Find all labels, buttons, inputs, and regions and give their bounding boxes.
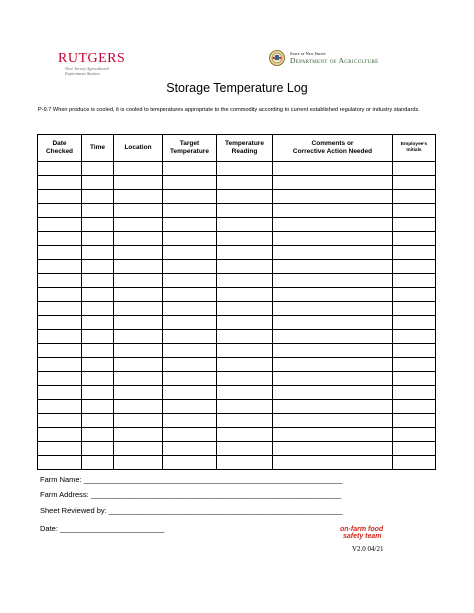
table-cell[interactable] [82, 386, 114, 400]
table-cell[interactable] [82, 260, 114, 274]
table-cell[interactable] [393, 204, 436, 218]
table-cell[interactable] [273, 372, 393, 386]
table-cell[interactable] [38, 274, 82, 288]
table-cell[interactable] [393, 288, 436, 302]
table-cell[interactable] [82, 302, 114, 316]
table-cell[interactable] [38, 344, 82, 358]
table-row [38, 288, 436, 302]
table-row [38, 190, 436, 204]
table-cell[interactable] [393, 246, 436, 260]
table-cell[interactable] [114, 274, 163, 288]
table-cell[interactable] [273, 218, 393, 232]
table-cell[interactable] [393, 372, 436, 386]
table-cell[interactable] [114, 190, 163, 204]
col-header-time: Time [82, 135, 114, 162]
table-cell[interactable] [393, 386, 436, 400]
table-cell[interactable] [217, 190, 273, 204]
table-cell[interactable] [393, 316, 436, 330]
table-cell[interactable] [273, 260, 393, 274]
table-cell[interactable] [163, 176, 217, 190]
table-cell[interactable] [273, 288, 393, 302]
table-cell[interactable] [273, 316, 393, 330]
table-cell[interactable] [38, 204, 82, 218]
table-cell[interactable] [114, 400, 163, 414]
brand-line-2: safety team [343, 533, 382, 540]
table-cell[interactable] [163, 260, 217, 274]
nj-agriculture-logo [269, 50, 379, 66]
date-field[interactable]: Date: _________________________ [40, 524, 165, 533]
table-cell[interactable] [273, 190, 393, 204]
table-cell[interactable] [217, 386, 273, 400]
table-cell[interactable] [163, 288, 217, 302]
table-cell[interactable] [38, 358, 82, 372]
table-cell[interactable] [38, 218, 82, 232]
table-row [38, 358, 436, 372]
table-cell[interactable] [217, 400, 273, 414]
table-cell[interactable] [273, 232, 393, 246]
table-cell[interactable] [393, 260, 436, 274]
table-cell[interactable] [82, 414, 114, 428]
table-cell[interactable] [273, 162, 393, 176]
table-cell[interactable] [393, 274, 436, 288]
table-cell[interactable] [38, 302, 82, 316]
intro-paragraph: P-9.7 When produce is cooled, it is cooled to temperatures appropriate to the commodity according to current established regulatory or industry standards. [38, 107, 420, 113]
temperature-log-table [37, 134, 436, 470]
table-cell[interactable] [38, 176, 82, 190]
table-row [38, 386, 436, 400]
table-row [38, 442, 436, 456]
on-farm-food-safety-logo [340, 526, 383, 540]
table-row [38, 260, 436, 274]
table-cell[interactable] [38, 330, 82, 344]
table-cell[interactable] [114, 344, 163, 358]
table-cell[interactable] [217, 358, 273, 372]
table-cell[interactable] [114, 316, 163, 330]
table-body [38, 162, 436, 470]
table-cell[interactable] [217, 316, 273, 330]
table-cell[interactable] [273, 274, 393, 288]
table-row [38, 162, 436, 176]
table-cell[interactable] [82, 372, 114, 386]
table-cell[interactable] [114, 330, 163, 344]
table-cell[interactable] [82, 218, 114, 232]
table-cell[interactable] [163, 316, 217, 330]
table-cell[interactable] [82, 190, 114, 204]
version-label: V2.0 04/21 [352, 545, 384, 553]
table-cell[interactable] [393, 232, 436, 246]
table-cell[interactable] [217, 274, 273, 288]
table-cell[interactable] [38, 288, 82, 302]
table-cell[interactable] [163, 162, 217, 176]
table-cell[interactable] [82, 274, 114, 288]
table-cell[interactable] [393, 302, 436, 316]
table-cell[interactable] [114, 232, 163, 246]
table-cell[interactable] [82, 288, 114, 302]
table-cell[interactable] [393, 344, 436, 358]
table-cell[interactable] [393, 218, 436, 232]
table-cell[interactable] [82, 330, 114, 344]
table-cell[interactable] [163, 218, 217, 232]
table-cell[interactable] [38, 316, 82, 330]
table-cell[interactable] [163, 246, 217, 260]
page-title: Storage Temperature Log [166, 81, 308, 95]
table-cell[interactable] [82, 442, 114, 456]
table-cell[interactable] [82, 456, 114, 470]
table-row [38, 176, 436, 190]
table-cell[interactable] [163, 330, 217, 344]
table-cell[interactable] [273, 400, 393, 414]
table-cell[interactable] [163, 190, 217, 204]
col-header-location: Location [114, 135, 163, 162]
table-cell[interactable] [273, 246, 393, 260]
table-cell[interactable] [163, 414, 217, 428]
nj-seal-icon [269, 50, 285, 66]
table-cell[interactable] [82, 246, 114, 260]
table-cell[interactable] [393, 400, 436, 414]
col-header-date-checked: Date Checked [38, 135, 82, 162]
table-cell[interactable] [163, 372, 217, 386]
table-cell[interactable] [38, 190, 82, 204]
table-cell[interactable] [163, 442, 217, 456]
table-row [38, 204, 436, 218]
table-cell[interactable] [217, 288, 273, 302]
table-cell[interactable] [114, 288, 163, 302]
table-row [38, 372, 436, 386]
table-row [38, 218, 436, 232]
table-cell[interactable] [114, 358, 163, 372]
table-cell[interactable] [114, 260, 163, 274]
table-cell[interactable] [273, 204, 393, 218]
table-cell[interactable] [217, 162, 273, 176]
table-cell[interactable] [163, 400, 217, 414]
table-cell[interactable] [82, 162, 114, 176]
table-cell[interactable] [82, 232, 114, 246]
table-cell[interactable] [82, 204, 114, 218]
table-row [38, 456, 436, 470]
table-cell[interactable] [217, 246, 273, 260]
table-cell[interactable] [393, 176, 436, 190]
table-row [38, 246, 436, 260]
page-header [0, 0, 474, 78]
table-cell[interactable] [217, 414, 273, 428]
table-cell[interactable] [273, 428, 393, 442]
table-cell[interactable] [114, 176, 163, 190]
table-cell[interactable] [273, 330, 393, 344]
table-cell[interactable] [114, 302, 163, 316]
table-cell[interactable] [38, 386, 82, 400]
table-cell[interactable] [114, 428, 163, 442]
table-cell[interactable] [393, 190, 436, 204]
table-cell[interactable] [217, 232, 273, 246]
table-cell[interactable] [217, 372, 273, 386]
nj-dept-label: Department of Agriculture [290, 56, 379, 65]
table-row [38, 316, 436, 330]
table-cell[interactable] [114, 372, 163, 386]
table-cell[interactable] [217, 204, 273, 218]
table-cell[interactable] [273, 456, 393, 470]
table-cell[interactable] [38, 400, 82, 414]
table-cell[interactable] [393, 330, 436, 344]
table-cell[interactable] [114, 162, 163, 176]
rutgers-wordmark: RUTGERS [58, 51, 126, 66]
table-row [38, 400, 436, 414]
table-cell[interactable] [393, 162, 436, 176]
table-header-row [38, 135, 436, 162]
table-cell[interactable] [273, 176, 393, 190]
table-cell[interactable] [217, 176, 273, 190]
table-cell[interactable] [114, 218, 163, 232]
table-cell[interactable] [393, 414, 436, 428]
table-cell[interactable] [217, 260, 273, 274]
table-cell[interactable] [114, 414, 163, 428]
table-cell[interactable] [217, 428, 273, 442]
table-cell[interactable] [273, 386, 393, 400]
table-cell[interactable] [82, 316, 114, 330]
table-cell[interactable] [163, 456, 217, 470]
table-cell[interactable] [38, 260, 82, 274]
table-cell[interactable] [393, 442, 436, 456]
table-cell[interactable] [38, 162, 82, 176]
table-cell[interactable] [38, 246, 82, 260]
table-cell[interactable] [82, 344, 114, 358]
table-cell[interactable] [114, 386, 163, 400]
table-cell[interactable] [217, 330, 273, 344]
table-cell[interactable] [163, 204, 217, 218]
col-header-target-temperature: Target Temperature [163, 135, 217, 162]
nj-state-label: State of New Jersey [290, 51, 326, 56]
table-cell[interactable] [38, 414, 82, 428]
table-cell[interactable] [217, 344, 273, 358]
table-cell[interactable] [273, 414, 393, 428]
table-cell[interactable] [114, 246, 163, 260]
table-cell[interactable] [273, 302, 393, 316]
col-header-comments: Comments or Corrective Action Needed [273, 135, 393, 162]
table-cell[interactable] [273, 358, 393, 372]
table-cell[interactable] [38, 428, 82, 442]
table-row [38, 414, 436, 428]
table-row [38, 274, 436, 288]
col-header-employee-initials: Employee's Initials [393, 135, 436, 162]
table-cell[interactable] [82, 176, 114, 190]
table-cell[interactable] [163, 274, 217, 288]
table-cell[interactable] [273, 442, 393, 456]
table-cell[interactable] [217, 218, 273, 232]
table-row [38, 302, 436, 316]
table-cell[interactable] [82, 400, 114, 414]
table-cell[interactable] [38, 372, 82, 386]
rutgers-subtitle-1: New Jersey Agricultural [65, 66, 109, 71]
farm-name-field[interactable]: Farm Name: ______________________________________________________________ [40, 475, 343, 484]
table-cell[interactable] [38, 442, 82, 456]
table-cell[interactable] [163, 358, 217, 372]
table-cell[interactable] [217, 302, 273, 316]
sheet-reviewed-field[interactable]: Sheet Reviewed by: ________________________________________________________ [40, 506, 343, 515]
table-cell[interactable] [393, 358, 436, 372]
table-cell[interactable] [163, 344, 217, 358]
table-cell[interactable] [82, 358, 114, 372]
rutgers-subtitle-2: Experiment Station [65, 71, 100, 76]
table-cell[interactable] [163, 302, 217, 316]
table-cell[interactable] [82, 428, 114, 442]
farm-address-field[interactable]: Farm Address: ____________________________________________________________ [40, 490, 342, 499]
table-cell[interactable] [273, 344, 393, 358]
table-cell[interactable] [217, 442, 273, 456]
table-row [38, 232, 436, 246]
table-cell[interactable] [114, 442, 163, 456]
table-cell[interactable] [163, 386, 217, 400]
rutgers-logo [58, 52, 125, 76]
table-cell[interactable] [217, 456, 273, 470]
table-cell[interactable] [38, 232, 82, 246]
table-cell[interactable] [38, 456, 82, 470]
table-row [38, 330, 436, 344]
col-header-temperature-reading: Temperature Reading [217, 135, 273, 162]
table-cell[interactable] [114, 456, 163, 470]
table-row [38, 344, 436, 358]
table-cell[interactable] [393, 428, 436, 442]
table-cell[interactable] [393, 456, 436, 470]
table-cell[interactable] [114, 204, 163, 218]
table-row [38, 428, 436, 442]
table-cell[interactable] [163, 428, 217, 442]
table-cell[interactable] [163, 232, 217, 246]
brand-line-1: on-farm food [340, 526, 384, 533]
